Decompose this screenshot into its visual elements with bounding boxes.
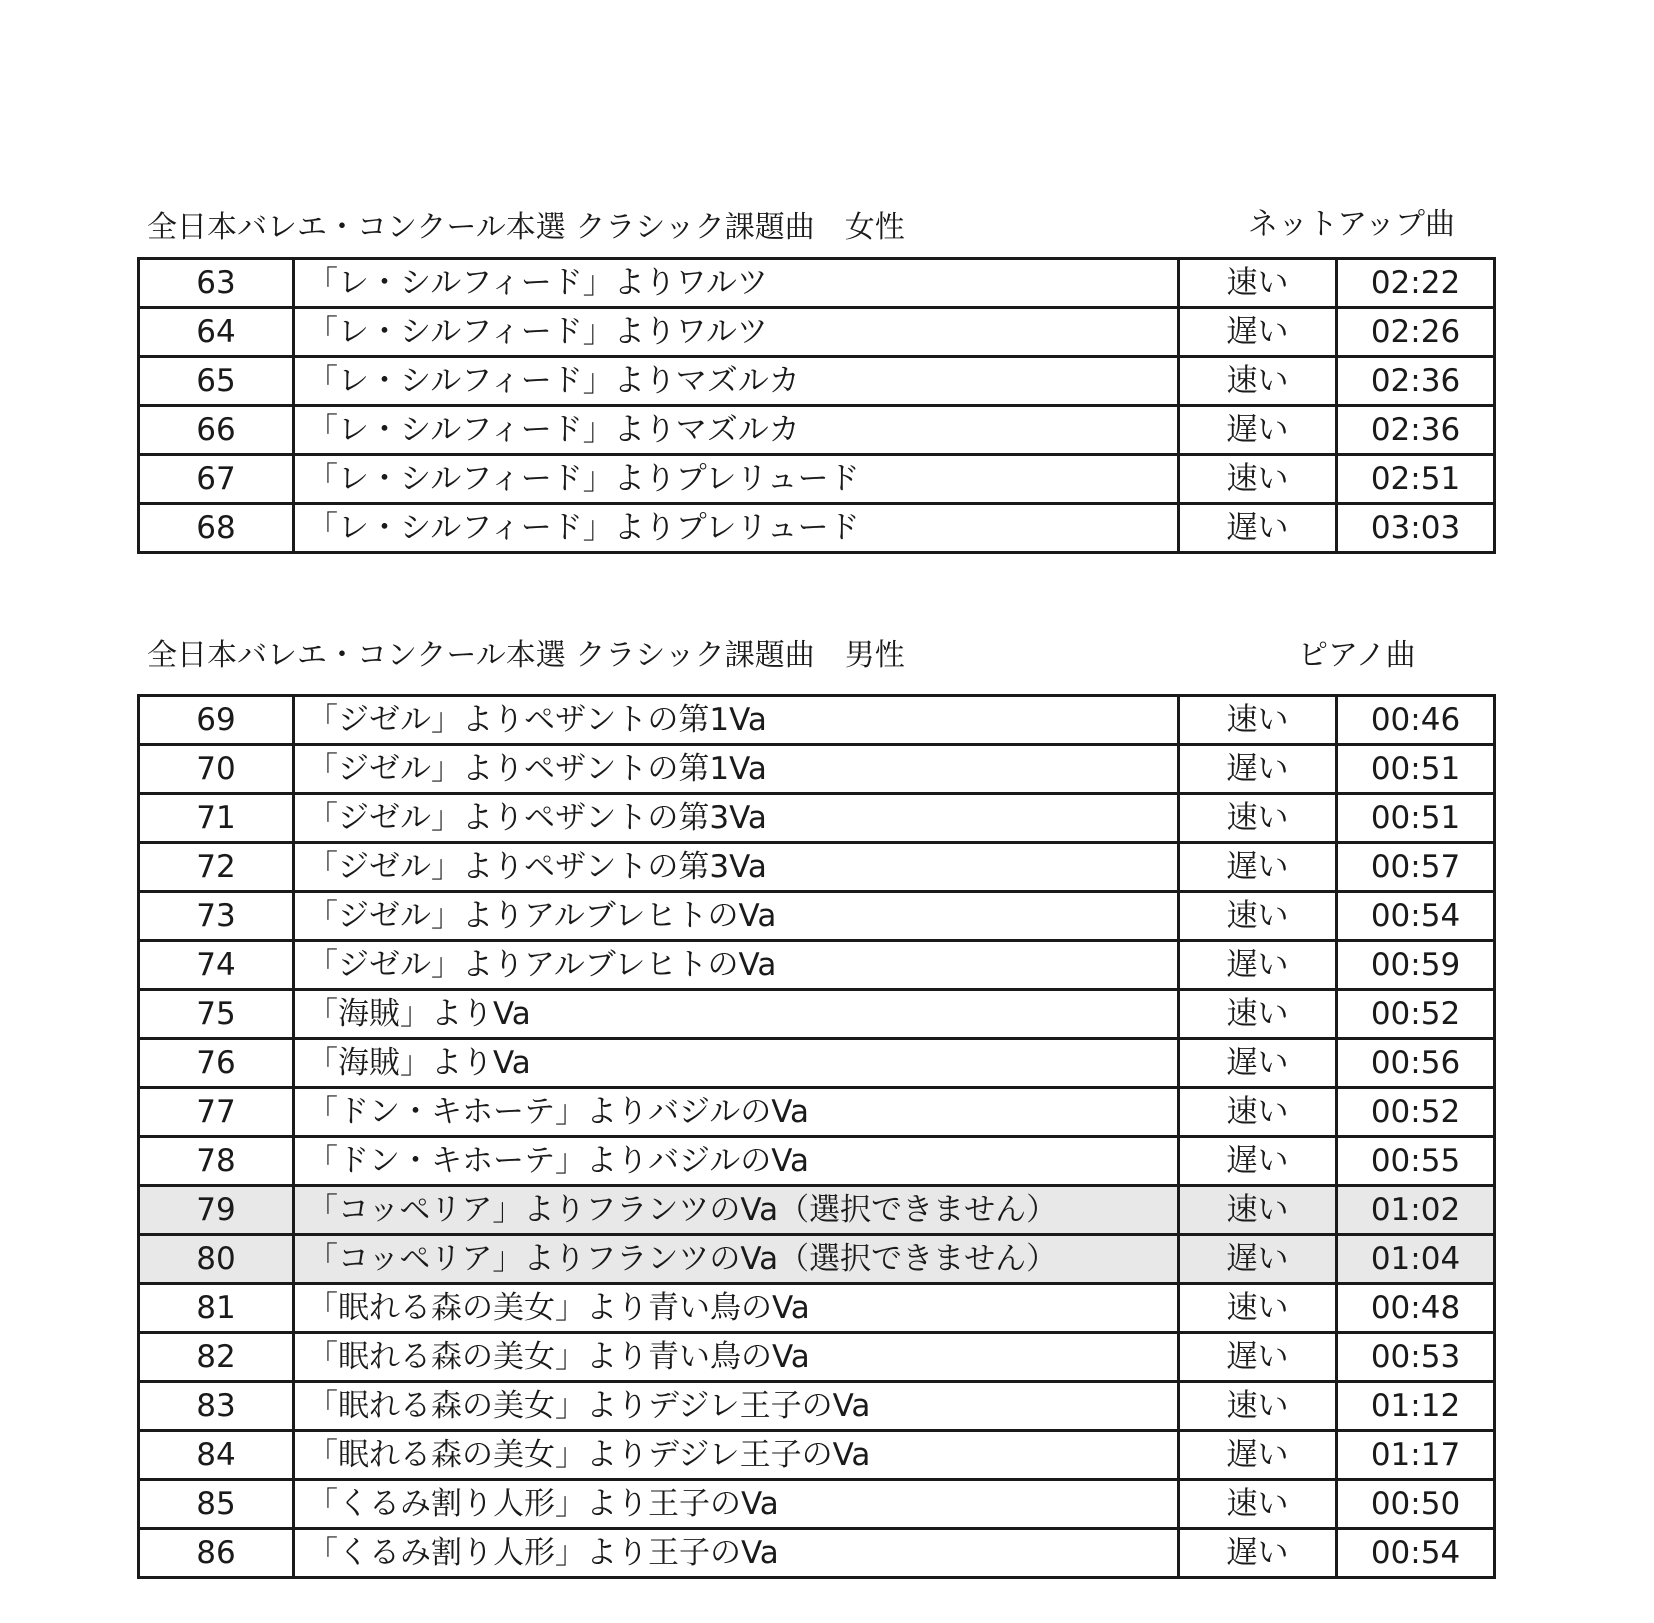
song-table-female xyxy=(137,257,1496,554)
song-duration: 03:03 xyxy=(1337,504,1495,553)
song-number: 73 xyxy=(139,892,294,941)
song-title: 「レ・シルフィード」よりマズルカ xyxy=(294,406,1179,455)
table-row[interactable] xyxy=(139,504,1495,553)
song-duration: 02:26 xyxy=(1337,308,1495,357)
song-number: 64 xyxy=(139,308,294,357)
song-title: 「眠れる森の美女」より青い鳥のVa xyxy=(294,1333,1179,1382)
table-row[interactable] xyxy=(139,990,1495,1039)
song-duration: 01:17 xyxy=(1337,1431,1495,1480)
song-number: 84 xyxy=(139,1431,294,1480)
song-title: 「眠れる森の美女」よりデジレ王子のVa xyxy=(294,1431,1179,1480)
song-title: 「コッペリア」よりフランツのVa（選択できません） xyxy=(294,1186,1179,1235)
table-row[interactable] xyxy=(139,1088,1495,1137)
song-speed: 速い xyxy=(1179,990,1337,1039)
table-row[interactable] xyxy=(139,1333,1495,1382)
song-speed: 速い xyxy=(1179,1284,1337,1333)
song-number: 71 xyxy=(139,794,294,843)
song-number: 63 xyxy=(139,259,294,308)
song-title: 「ジゼル」よりアルブレヒトのVa xyxy=(294,941,1179,990)
song-title: 「くるみ割り人形」より王子のVa xyxy=(294,1480,1179,1529)
song-number: 76 xyxy=(139,1039,294,1088)
song-speed: 遅い xyxy=(1179,1039,1337,1088)
song-duration: 00:55 xyxy=(1337,1137,1495,1186)
song-title: 「レ・シルフィード」よりマズルカ xyxy=(294,357,1179,406)
table-row[interactable] xyxy=(139,308,1495,357)
song-title: 「海賊」よりVa xyxy=(294,1039,1179,1088)
song-title: 「レ・シルフィード」よりプレリュード xyxy=(294,455,1179,504)
song-title: 「眠れる森の美女」より青い鳥のVa xyxy=(294,1284,1179,1333)
table-row[interactable] xyxy=(139,357,1495,406)
song-number: 81 xyxy=(139,1284,294,1333)
song-number: 86 xyxy=(139,1529,294,1578)
song-duration: 00:52 xyxy=(1337,1088,1495,1137)
song-title: 「ドン・キホーテ」よりバジルのVa xyxy=(294,1137,1179,1186)
song-title: 「コッペリア」よりフランツのVa（選択できません） xyxy=(294,1235,1179,1284)
song-duration: 00:56 xyxy=(1337,1039,1495,1088)
table-row[interactable] xyxy=(139,892,1495,941)
song-speed: 遅い xyxy=(1179,406,1337,455)
section-title-female: 全日本バレエ・コンクール本選 クラシック課題曲 女性 xyxy=(147,210,905,245)
table-row[interactable] xyxy=(139,1480,1495,1529)
table-row[interactable] xyxy=(139,259,1495,308)
song-duration: 00:57 xyxy=(1337,843,1495,892)
song-title: 「ドン・キホーテ」よりバジルのVa xyxy=(294,1088,1179,1137)
song-duration: 01:12 xyxy=(1337,1382,1495,1431)
song-speed: 速い xyxy=(1179,1382,1337,1431)
song-number: 74 xyxy=(139,941,294,990)
table-row[interactable] xyxy=(139,406,1495,455)
song-number: 85 xyxy=(139,1480,294,1529)
song-number: 78 xyxy=(139,1137,294,1186)
song-duration: 00:51 xyxy=(1337,745,1495,794)
song-duration: 02:51 xyxy=(1337,455,1495,504)
table-row[interactable] xyxy=(139,455,1495,504)
song-duration: 02:22 xyxy=(1337,259,1495,308)
song-number: 83 xyxy=(139,1382,294,1431)
song-number: 66 xyxy=(139,406,294,455)
song-number: 77 xyxy=(139,1088,294,1137)
song-title: 「ジゼル」よりペザントの第1Va xyxy=(294,696,1179,745)
section-title-male: 全日本バレエ・コンクール本選 クラシック課題曲 男性 xyxy=(147,638,905,673)
song-title: 「ジゼル」よりペザントの第3Va xyxy=(294,843,1179,892)
song-title: 「レ・シルフィード」よりワルツ xyxy=(294,308,1179,357)
song-speed: 速い xyxy=(1179,794,1337,843)
table-row[interactable] xyxy=(139,1382,1495,1431)
song-duration: 00:53 xyxy=(1337,1333,1495,1382)
song-duration: 01:02 xyxy=(1337,1186,1495,1235)
song-speed: 遅い xyxy=(1179,1235,1337,1284)
song-table-male xyxy=(137,694,1496,1579)
table-row[interactable] xyxy=(139,696,1495,745)
song-duration: 00:50 xyxy=(1337,1480,1495,1529)
song-title: 「眠れる森の美女」よりデジレ王子のVa xyxy=(294,1382,1179,1431)
section-tag-female: ネットアップ曲 xyxy=(1248,207,1455,242)
section-tag-male: ピアノ曲 xyxy=(1298,638,1416,673)
song-speed: 速い xyxy=(1179,259,1337,308)
song-title: 「レ・シルフィード」よりワルツ xyxy=(294,259,1179,308)
song-number: 79 xyxy=(139,1186,294,1235)
song-speed: 遅い xyxy=(1179,308,1337,357)
song-title: 「ジゼル」よりペザントの第3Va xyxy=(294,794,1179,843)
song-number: 67 xyxy=(139,455,294,504)
song-speed: 速い xyxy=(1179,892,1337,941)
song-duration: 02:36 xyxy=(1337,357,1495,406)
song-speed: 速い xyxy=(1179,1186,1337,1235)
table-row[interactable] xyxy=(139,1529,1495,1578)
song-speed: 遅い xyxy=(1179,1431,1337,1480)
table-row[interactable] xyxy=(139,1284,1495,1333)
song-speed: 遅い xyxy=(1179,1529,1337,1578)
song-duration: 00:48 xyxy=(1337,1284,1495,1333)
song-number: 72 xyxy=(139,843,294,892)
song-duration: 00:59 xyxy=(1337,941,1495,990)
song-duration: 00:54 xyxy=(1337,1529,1495,1578)
song-title: 「ジゼル」よりアルブレヒトのVa xyxy=(294,892,1179,941)
song-speed: 速い xyxy=(1179,1480,1337,1529)
song-speed: 速い xyxy=(1179,696,1337,745)
song-title: 「ジゼル」よりペザントの第1Va xyxy=(294,745,1179,794)
song-duration: 02:36 xyxy=(1337,406,1495,455)
song-title: 「海賊」よりVa xyxy=(294,990,1179,1039)
song-speed: 遅い xyxy=(1179,745,1337,794)
song-number: 68 xyxy=(139,504,294,553)
table-row[interactable] xyxy=(139,1431,1495,1480)
table-row[interactable] xyxy=(139,745,1495,794)
song-speed: 遅い xyxy=(1179,1137,1337,1186)
song-speed: 遅い xyxy=(1179,843,1337,892)
song-number: 80 xyxy=(139,1235,294,1284)
song-number: 70 xyxy=(139,745,294,794)
table-row[interactable] xyxy=(139,941,1495,990)
table-row[interactable] xyxy=(139,1039,1495,1088)
table-row xyxy=(139,1235,1495,1284)
song-duration: 00:52 xyxy=(1337,990,1495,1039)
song-speed: 遅い xyxy=(1179,941,1337,990)
song-duration: 00:46 xyxy=(1337,696,1495,745)
song-duration: 00:54 xyxy=(1337,892,1495,941)
table-row[interactable] xyxy=(139,843,1495,892)
song-speed: 速い xyxy=(1179,455,1337,504)
song-title: 「レ・シルフィード」よりプレリュード xyxy=(294,504,1179,553)
song-speed: 速い xyxy=(1179,357,1337,406)
table-row xyxy=(139,1186,1495,1235)
table-row[interactable] xyxy=(139,794,1495,843)
song-number: 75 xyxy=(139,990,294,1039)
song-number: 69 xyxy=(139,696,294,745)
song-duration: 00:51 xyxy=(1337,794,1495,843)
song-speed: 速い xyxy=(1179,1088,1337,1137)
song-speed: 遅い xyxy=(1179,1333,1337,1382)
song-number: 65 xyxy=(139,357,294,406)
song-number: 82 xyxy=(139,1333,294,1382)
song-title: 「くるみ割り人形」より王子のVa xyxy=(294,1529,1179,1578)
table-row[interactable] xyxy=(139,1137,1495,1186)
song-speed: 遅い xyxy=(1179,504,1337,553)
song-duration: 01:04 xyxy=(1337,1235,1495,1284)
